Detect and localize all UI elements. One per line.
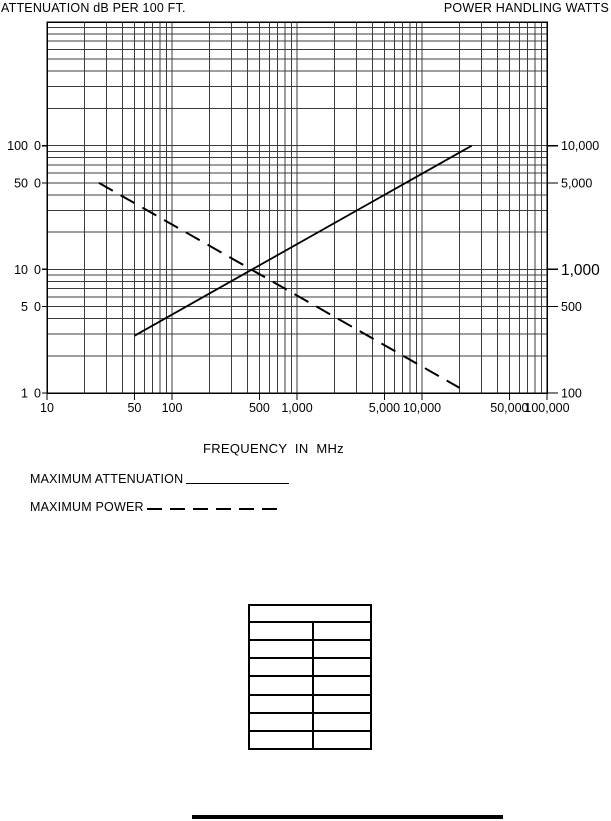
chart-grid [47,22,547,393]
table-cell [250,641,314,657]
table-cell [314,677,370,693]
axis-ticks [42,146,558,400]
legend-dashed-line-sample [147,508,281,510]
legend-solid-line-sample [186,483,289,484]
y-left-tick-label: 100 [7,139,28,154]
y-left-tick-sub: 0 [34,262,41,277]
table-row [250,641,370,659]
table-cell [314,641,370,657]
table-row [250,714,370,732]
table-cell [250,659,314,675]
maximum-attenuation-line [134,146,471,336]
x-axis-title: FREQUENCY IN MHz [203,441,344,456]
table-cell [250,677,314,693]
table-cell [250,623,314,639]
table-row [250,696,370,714]
y-right-tick-label: 1,000 [561,261,600,279]
table-cell [250,696,314,712]
y-right-tick-label: 5,000 [561,176,593,191]
x-tick-label: 50,000 [490,401,529,415]
y-right-tick-label: 500 [561,300,582,315]
table-header-row [250,606,370,623]
right-axis-title: POWER HANDLING WATTS [443,1,609,15]
x-tick-label: 100 [161,401,183,415]
y-left-tick-label: 50 [14,176,28,191]
legend-attenuation-label: MAXIMUM ATTENUATION [30,472,184,486]
table-cell [314,696,370,712]
y-left-tick-sub: 0 [34,386,41,401]
x-tick-label: 10 [40,401,54,415]
y-left-tick-label: 1 [21,386,28,401]
y-left-tick-label: 5 [21,300,28,315]
x-tick-label: 100,000 [524,401,570,415]
x-tick-label: 500 [248,401,270,415]
table-row [250,623,370,641]
y-left-tick-sub: 0 [34,139,41,154]
table-cell [250,732,314,748]
left-axis-title: ATTENUATION dB PER 100 FT. [1,1,186,15]
y-left-tick-label: 10 [14,262,28,277]
table-cell [250,714,314,730]
table-cell [314,714,370,730]
y-right-tick-label: 10,000 [561,139,600,154]
y-left-tick-sub: 0 [34,176,41,191]
x-tick-label: 5,000 [368,401,401,415]
table-cell [314,623,370,639]
axis-labels [7,139,600,415]
x-tick-label: 10,000 [402,401,442,415]
x-tick-label: 50 [127,401,142,415]
y-left-tick-sub: 0 [34,300,41,315]
table-cell [314,732,370,748]
x-tick-label: 1,000 [281,401,313,415]
table-cell [314,659,370,675]
table-row [250,659,370,677]
table-row [250,732,370,748]
bottom-rule [192,815,503,819]
spec-table [248,604,372,750]
y-right-tick-label: 100 [561,386,582,401]
legend-power-label: MAXIMUM POWER [30,500,144,514]
table-row [250,677,370,695]
